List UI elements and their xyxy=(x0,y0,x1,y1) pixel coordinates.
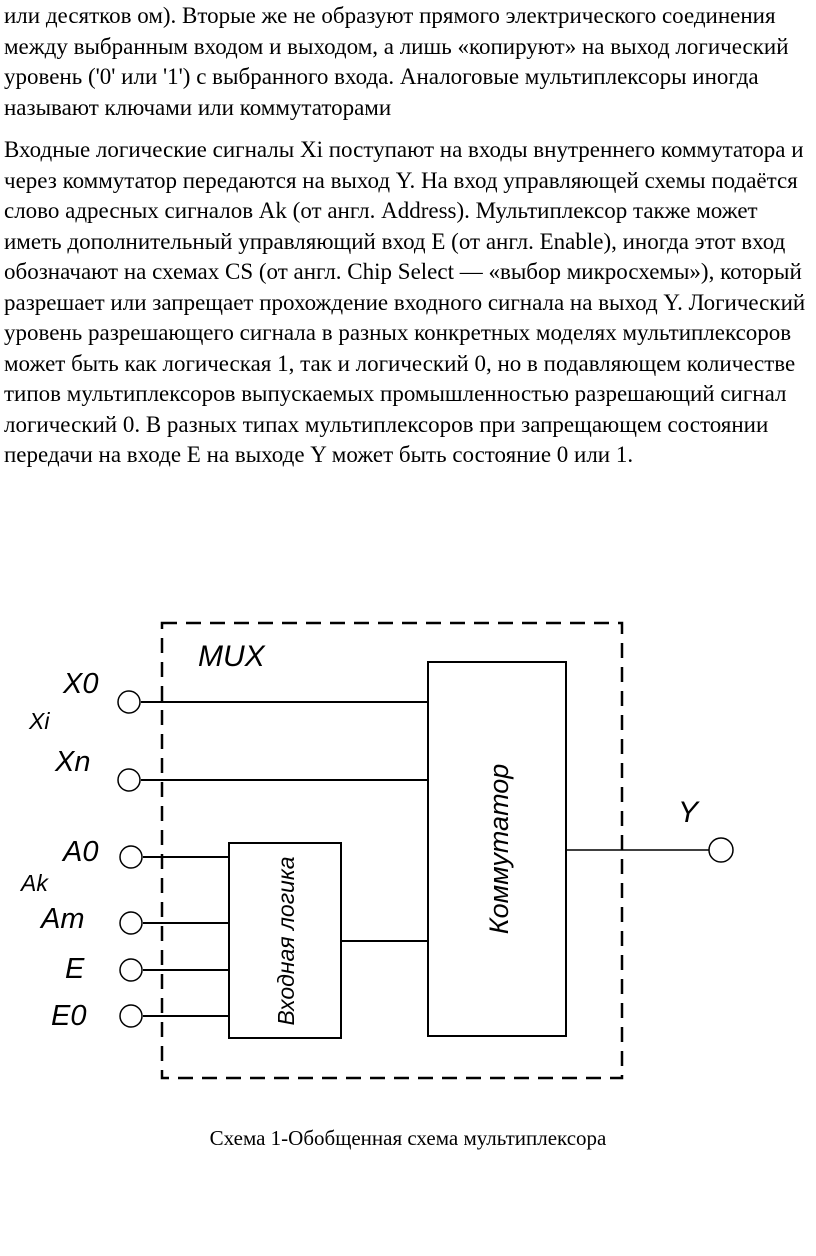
xi-group-label: Xi xyxy=(29,708,50,734)
switch-block-label: Коммутатор xyxy=(484,763,514,935)
e0-terminal xyxy=(120,1005,142,1027)
mux-diagram xyxy=(0,590,816,1100)
am-terminal xyxy=(120,912,142,934)
e-terminal xyxy=(120,959,142,981)
ak-group-label: Ak xyxy=(21,870,48,896)
e-label: E xyxy=(65,953,85,985)
paragraph-description: Входные логические сигналы Xi поступают на входы внутреннего коммутатора и через коммутатор передаются на выход Y. На вход управляющей схемы подаётся слово адресных сигналов Ak (от англ. Address). Мультиплексор также может иметь дополнительный управляющий вход E (от англ. Enable), иногда этот вход обозначают на схемах CS (от англ. Chip Select — «выбор микросхемы»), который разрешает или запрещает прохождение входного сигнала на выход Y. Логический уровень разрешающего сигнала в разных конкретных моделях мультиплексоров может быть как логическая 1, так и логический 0, но в подавляющем количестве типов мультиплексоров выпускаемых промышленностью разрешающий сигнал логический 0. В разных типах мультиплексоров при запрещающем состоянии передачи на входе E на выходе Y может быть состояние 0 или 1. xyxy=(4,137,806,467)
a0-terminal xyxy=(120,846,142,868)
paragraph-intro: или десятков ом). Вторые же не образуют прямого электрического соединения между выбранным входом и выходом, а лишь «копируют» на выход логический уровень ('0' или '1') с выбранного входа. Аналоговые мультиплексоры иногда называют ключами или коммутаторами xyxy=(4,3,789,120)
x0-label: X0 xyxy=(63,668,99,700)
a0-label: A0 xyxy=(63,836,99,868)
input-logic-label: Входная логика xyxy=(273,856,299,1026)
xn-label: Xn xyxy=(55,746,91,778)
xn-terminal xyxy=(118,769,140,791)
x0-terminal xyxy=(118,691,140,713)
am-label: Am xyxy=(41,903,85,935)
e0-label: E0 xyxy=(51,1000,87,1032)
y-terminal xyxy=(709,838,733,862)
y-label: Y xyxy=(678,796,699,829)
figure-caption: Схема 1-Обобщенная схема мультиплексора xyxy=(209,1126,607,1150)
mux-label: MUX xyxy=(198,640,265,673)
